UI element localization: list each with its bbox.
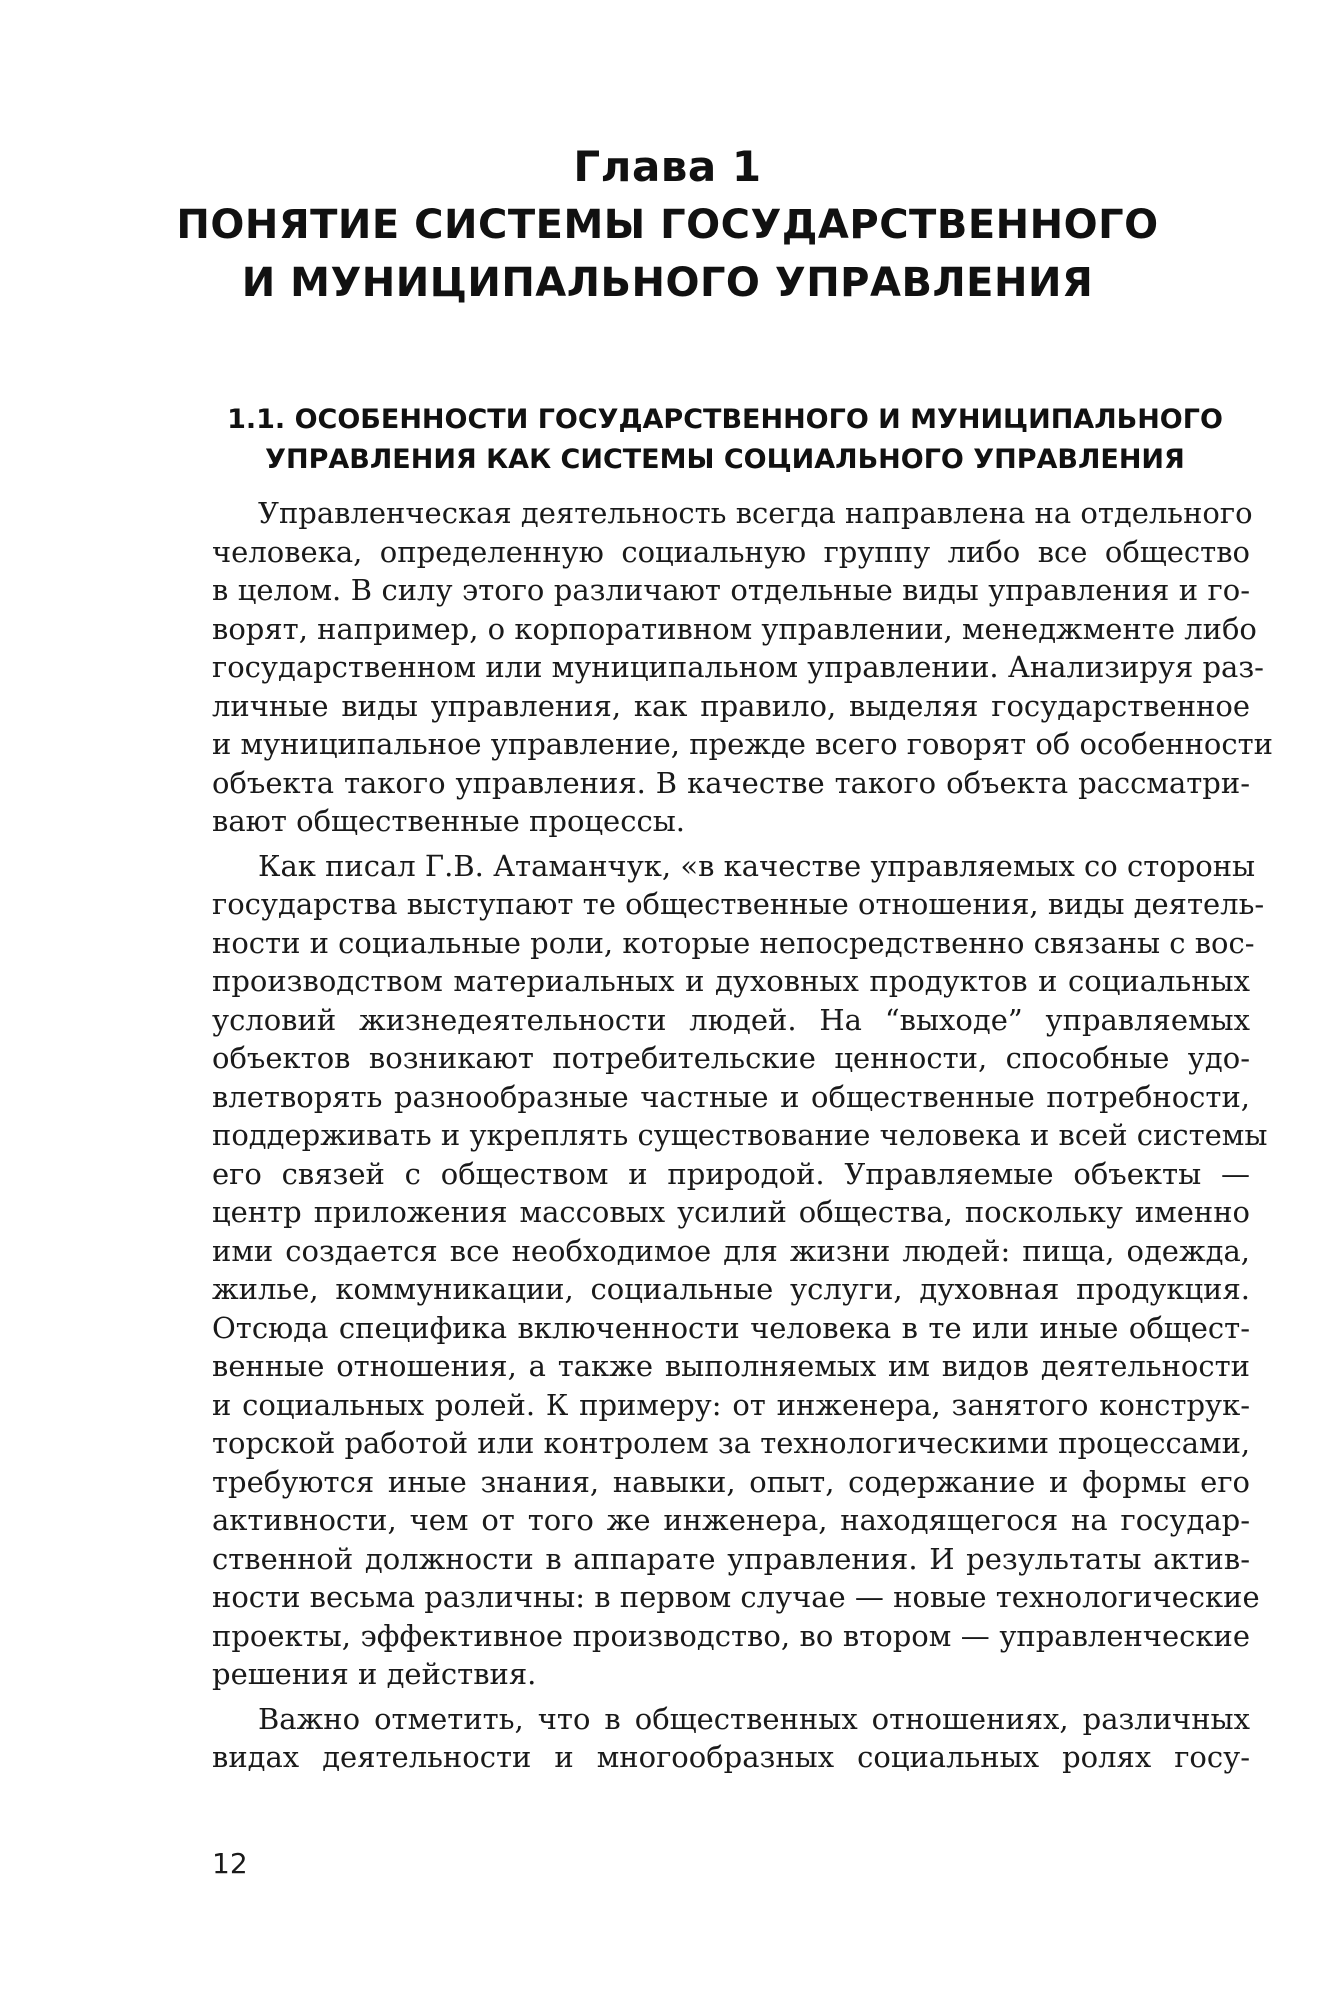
text-line: жилье, коммуникации, социальные услуги, духовная продукция. [212,1272,1250,1306]
text-line: объекта такого управления. В качестве такого объекта рассматри- [212,765,1250,800]
text-line: государственном или муниципальном управлении. Анализируя раз- [212,650,1264,684]
chapter-number: Глава 1 [573,142,762,191]
text-line: и социальных ролей. К примеру: от инженера, занятого конструк- [212,1387,1250,1422]
text-line: требуются иные знания, навыки, опыт, содержание и формы его [212,1464,1250,1499]
text-line: в целом. В силу этого различают отдельные виды управления и го- [212,573,1250,607]
text-line: ственной должности в аппарате управления. И результаты актив- [212,1541,1250,1576]
page-number: 12 [212,1847,248,1880]
paragraph [212,1700,1250,1777]
chapter-title-line-1: ПОНЯТИЕ СИСТЕМЫ ГОСУДАРСТВЕННОГО [176,202,1159,248]
section-title-line-1: 1.1. ОСОБЕННОСТИ ГОСУДАРСТВЕННОГО И МУНИЦИПАЛЬНОГО [227,404,1223,435]
text-line: активности, чем от того же инженера, находящегося на государ- [212,1503,1250,1537]
text-line: торской работой или контролем за технологическими процессами, [212,1426,1251,1460]
text-line: влетворять разнообразные частные и общественные потребности, [212,1079,1250,1114]
text-line: его связей с обществом и природой. Управляемые объекты — [212,1156,1250,1191]
text-line: человека, определенную социальную группу либо все общество [212,534,1250,569]
text-line: государства выступают те общественные отношения, виды деятель- [212,887,1265,921]
text-line: венные отношения, а также выполняемых им видов деятельности [212,1349,1250,1383]
section-heading [200,400,1250,480]
text-line: проекты, эффективное производство, во втором — управленческие [212,1618,1250,1653]
text-line: и муниципальное управление, прежде всего говорят об особенности [212,727,1273,761]
text-line: ими создается все необходимое для жизни людей: пища, одежда, [212,1233,1250,1268]
text-line: Управленческая деятельность всегда направлена на отдельного [258,496,1253,530]
text-line: вают общественные процессы. [212,804,686,838]
text-line: Отсюда специфика включенности человека в те или иные общест- [212,1310,1250,1345]
text-line: Важно отметить, что в общественных отношениях, различных [258,1701,1250,1736]
text-line: решения и действия. [212,1657,537,1691]
text-line: центр приложения массовых усилий общества, поскольку именно [212,1195,1250,1229]
paragraph [212,847,1268,1694]
text-line: производством материальных и духовных продуктов и социальных [212,964,1250,998]
text-line: условий жизнедеятельности людей. На “выходе” управляемых [212,1002,1250,1037]
text-line: видах деятельности и многообразных социальных ролях госу- [212,1740,1250,1774]
body-text [212,494,1273,1777]
text-line: поддерживать и укреплять существование человека и всей системы [212,1118,1268,1152]
paragraph [212,494,1273,841]
section-title-line-2: УПРАВЛЕНИЯ КАК СИСТЕМЫ СОЦИАЛЬНОГО УПРАВЛЕНИЯ [265,444,1185,475]
text-line: ности и социальные роли, которые непосредственно связаны с вос- [212,925,1255,960]
chapter-heading [140,138,1195,312]
text-line: ности весьма различны: в первом случае — новые технологические [212,1580,1260,1614]
text-line: объектов возникают потребительские ценности, способные удо- [212,1041,1250,1075]
text-line: личные виды управления, как правило, выделяя государственное [212,688,1250,723]
text-line: Как писал Г.В. Атаманчук, «в качестве управляемых со стороны [258,848,1256,883]
chapter-title-line-2: И МУНИЦИПАЛЬНОГО УПРАВЛЕНИЯ [241,260,1094,306]
text-line: ворят, например, о корпоративном управлении, менеджменте либо [212,611,1257,646]
